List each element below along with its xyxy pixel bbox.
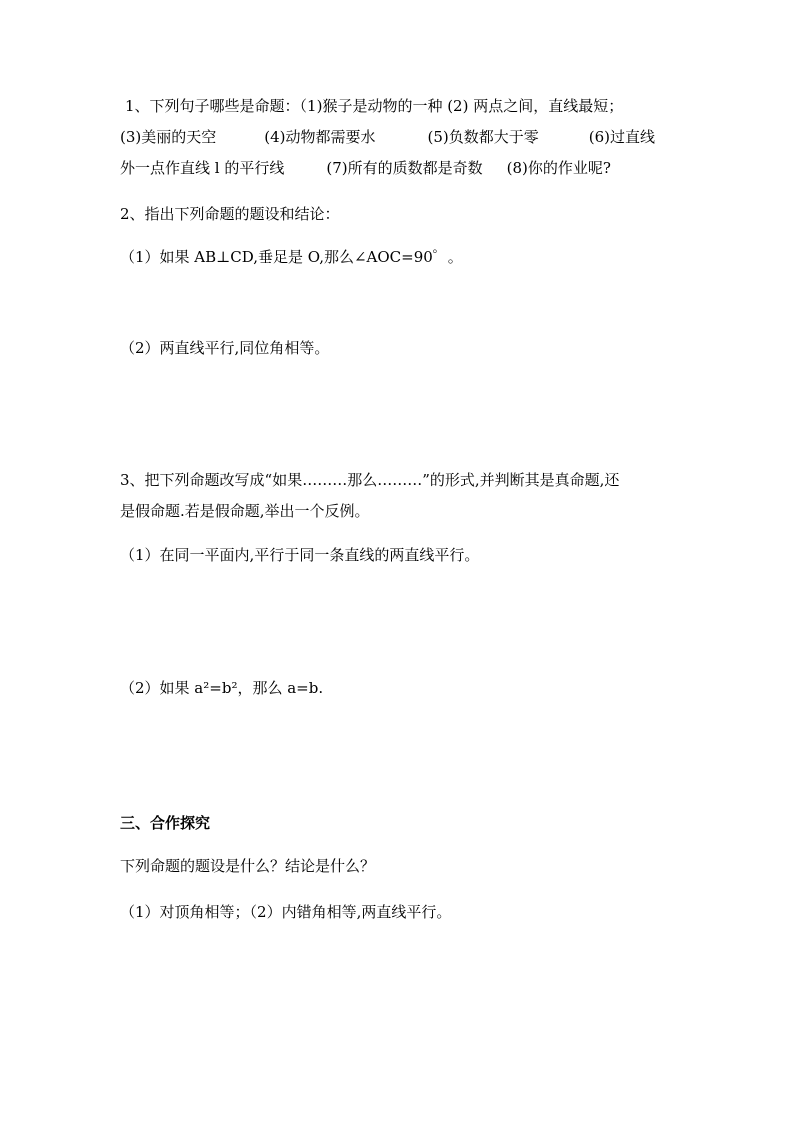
q1-line1: 1、下列句子哪些是命题：（1)猴子是动物的一种 (2) 两点之间，直线最短； (125, 97, 624, 115)
q2-item1: （1）如果 AB⊥CD,垂足是 O,那么∠AOC=90゜。 (120, 248, 463, 266)
q1-item5: (5)负数都大于零 (427, 128, 539, 146)
q3-title-line2: 是假命题.若是假命题,举出一个反例。 (120, 502, 370, 520)
section3-items: （1）对顶角相等；（2）内错角相等,两直线平行。 (120, 903, 452, 921)
section3-question: 下列命题的题设是什么？结论是什么？ (120, 857, 376, 875)
section3-heading: 三、合作探究 (120, 814, 211, 832)
q1-item7: (7)所有的质数都是奇数 (326, 159, 483, 177)
q1-item8: (8)你的作业呢? (506, 159, 611, 177)
q3-item2: （2）如果 a²=b²，那么 a=b. (120, 679, 324, 697)
q3-title-line1: 3、把下列命题改写成“如果………那么………”的形式,并判断其是真命题,还 (120, 471, 620, 489)
q3-item1: （1）在同一平面内,平行于同一条直线的两直线平行。 (120, 546, 480, 564)
q1-item3: (3)美丽的天空 (120, 128, 217, 146)
q1-line3 (120, 158, 680, 178)
q1-item6-cont: 外一点作直线 l 的平行线 (120, 159, 285, 177)
q1-line2 (120, 127, 680, 147)
q2-title: 2、指出下列命题的题设和结论： (120, 205, 340, 223)
q1-item6: (6)过直线 (588, 128, 655, 146)
q1-item4: (4)动物都需要水 (264, 128, 376, 146)
q2-item2: （2）两直线平行,同位角相等。 (120, 339, 330, 357)
